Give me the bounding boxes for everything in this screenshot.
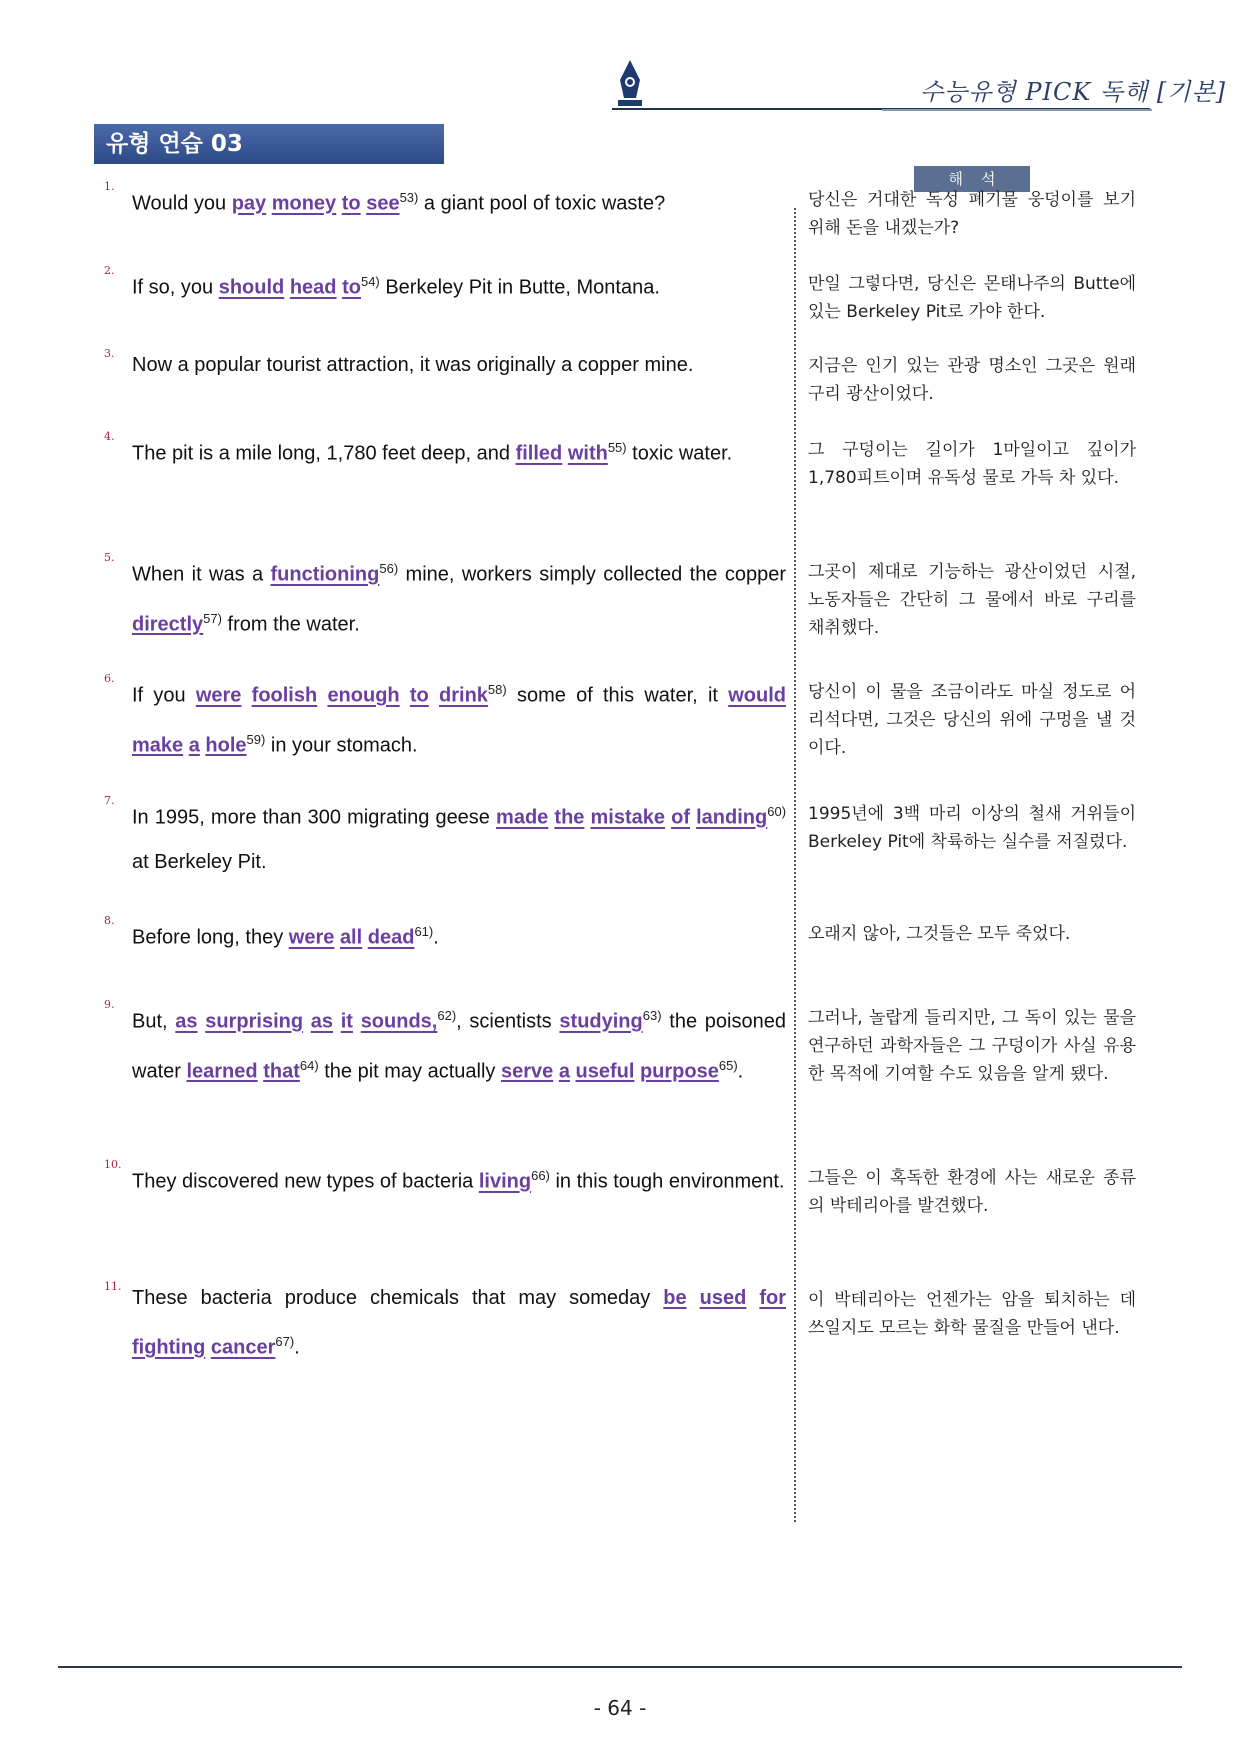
sentence-text: at Berkeley Pit. — [132, 850, 267, 873]
answer-word: pay — [231, 192, 267, 215]
sentence-text: the pit may actually — [318, 1060, 501, 1083]
item-number: 11. — [104, 1280, 122, 1293]
answer-word: living — [478, 1170, 532, 1193]
answer-word: to — [409, 684, 429, 707]
sentence-text: . — [294, 1336, 300, 1359]
sentence-text: a giant pool of toxic waste? — [418, 192, 666, 215]
answer-word: all — [339, 926, 363, 949]
english-sentence — [132, 994, 786, 1093]
answer-word: learned — [186, 1060, 258, 1083]
english-sentence — [132, 260, 786, 310]
answer-word: drink — [439, 684, 488, 707]
answer-word: mistake — [590, 806, 666, 829]
answer-word: hole — [205, 734, 247, 757]
item-number: 6. — [104, 672, 115, 685]
page-number: - 64 - — [593, 1696, 647, 1720]
blank-number: 63) — [642, 1008, 662, 1023]
sentence-text — [333, 1011, 341, 1033]
item-number: 9. — [104, 998, 115, 1011]
english-sentence — [132, 1276, 786, 1370]
answer-word: as — [310, 1010, 334, 1033]
answer-word: make — [132, 734, 184, 757]
blank-number: 64) — [299, 1057, 319, 1073]
english-sentence — [132, 426, 786, 476]
item-number: 2. — [104, 264, 115, 277]
answer-word: for — [759, 1287, 787, 1309]
answer-word: were — [288, 926, 335, 949]
sentence-text: in your stomach. — [265, 734, 418, 757]
sentence-text — [241, 685, 251, 707]
book-title: 수능유형 PICK 독해 [기본] — [920, 78, 1227, 106]
korean-translation: 그들은 이 혹독한 환경에 사는 새로운 종류의 박테리아를 발견했다. — [808, 1168, 1136, 1216]
answer-word: as — [175, 1010, 198, 1033]
sentence-text: Berkeley Pit in Butte, Montana. — [379, 276, 660, 299]
answer-word: dead — [367, 926, 415, 949]
footer-rule — [58, 1666, 1182, 1668]
answer-word: should — [218, 276, 285, 299]
sentence-text: The pit is a mile long, 1,780 feet deep, and — [132, 442, 516, 465]
answer-word: to — [342, 276, 361, 299]
sentence-text — [317, 685, 327, 707]
answer-word: the — [554, 806, 585, 829]
english-sentence — [132, 1154, 786, 1204]
korean-translation: 오래지 않아, 그것들은 모두 죽었다. — [808, 924, 1071, 944]
blank-number: 53) — [399, 190, 419, 205]
answer-word: to — [341, 192, 361, 215]
answer-word: landing — [696, 806, 768, 829]
sentence-text: , scientists — [456, 1010, 560, 1033]
blank-number: 61) — [414, 924, 434, 939]
pen-nib-logo-icon — [612, 58, 648, 110]
english-sentence — [132, 668, 786, 767]
blank-number: 65) — [718, 1057, 738, 1073]
blank-number: 58) — [487, 682, 507, 697]
answer-word: a — [188, 734, 200, 757]
header-rule-accent — [882, 109, 1152, 111]
blank-number: 56) — [379, 561, 399, 576]
answer-word: surprising — [205, 1010, 304, 1033]
item-number: 7. — [104, 794, 115, 807]
answer-word: be — [663, 1287, 687, 1309]
answer-word: enough — [327, 684, 400, 707]
sentence-text: If you — [132, 684, 196, 707]
sentence-text: some of this water, it — [506, 684, 729, 707]
korean-translation: 만일 그렇다면, 당신은 몬태나주의 Butte에 있는 Berkeley Pit로 가야 한다. — [808, 274, 1136, 322]
sentence-text: . — [737, 1060, 744, 1083]
english-sentence — [132, 910, 786, 960]
answer-word: sounds, — [360, 1010, 438, 1033]
english-sentence — [132, 790, 786, 884]
sentence-text — [353, 1011, 361, 1033]
answer-word: used — [699, 1287, 747, 1309]
item-number: 10. — [104, 1158, 122, 1171]
sentence-text — [429, 685, 439, 707]
korean-translation: 그 구덩이는 길이가 1마일이고 깊이가 1,780피트이며 유독성 물로 가득 차 있다. — [808, 440, 1136, 488]
answer-word: foolish — [251, 684, 318, 707]
sentence-text: They discovered new types of bacteria — [132, 1170, 479, 1193]
sentence-text: If so, you — [132, 276, 219, 299]
sentence-text — [400, 685, 410, 707]
blank-number: 59) — [246, 731, 266, 747]
blank-number: 67) — [275, 1334, 295, 1349]
korean-translation: 당신이 이 물을 조금이라도 마실 정도로 어리석다면, 그것은 당신의 위에 구멍을 낼 것이다. — [808, 682, 1136, 758]
column-divider — [794, 208, 796, 1522]
answer-word: cancer — [210, 1336, 276, 1359]
sentence-text — [303, 1011, 311, 1033]
korean-translation: 지금은 인기 있는 관광 명소인 그곳은 원래 구리 광산이었다. — [808, 356, 1136, 404]
item-number: 1. — [104, 180, 115, 193]
answer-word: see — [366, 192, 400, 215]
answer-word: head — [289, 276, 337, 299]
answer-word: a — [558, 1060, 570, 1083]
answer-word: functioning — [270, 563, 380, 586]
sentence-text: mine, workers simply collected the copper — [398, 563, 786, 586]
answer-word: serve — [500, 1060, 554, 1083]
answer-word: of — [671, 806, 691, 829]
answer-word: directly — [132, 613, 204, 636]
blank-number: 54) — [360, 274, 380, 289]
answer-word: with — [567, 442, 608, 465]
sentence-text: toxic water. — [626, 442, 733, 465]
sentence-text: But, — [132, 1010, 176, 1033]
english-sentence — [132, 176, 786, 226]
section-title: 유형 연습 03 — [94, 124, 444, 164]
english-sentence — [132, 547, 786, 646]
sentence-text: These bacteria produce chemicals that may someday — [132, 1287, 664, 1309]
korean-translation: 당신은 거대한 독성 폐기물 웅덩이를 보기 위해 돈을 내겠는가? — [808, 190, 1136, 238]
item-number: 5. — [104, 551, 115, 564]
sentence-text: When it was a — [132, 563, 271, 586]
korean-translation: 그러나, 놀랍게 들리지만, 그 독이 있는 물을 연구하던 과학자들은 그 구덩이가 사실 유용한 목적에 기여할 수도 있음을 알게 됐다. — [808, 1008, 1136, 1084]
translation-column-label: 해석 — [914, 166, 1030, 192]
sentence-text: Now a popular tourist attraction, it was originally a copper mine. — [132, 354, 694, 376]
answer-word: useful — [575, 1060, 635, 1083]
answer-word: that — [263, 1060, 300, 1083]
sentence-text: In 1995, more than 300 migrating geese — [132, 806, 497, 829]
blank-number: 57) — [203, 610, 222, 626]
blank-number: 55) — [607, 440, 627, 455]
item-number: 8. — [104, 914, 115, 927]
answer-word: purpose — [639, 1060, 719, 1083]
sentence-text: from the water. — [221, 613, 360, 636]
answer-word: filled — [515, 442, 563, 465]
sentence-text: Would you — [132, 192, 232, 215]
sentence-text: . — [433, 926, 439, 949]
item-number: 4. — [104, 430, 115, 443]
sentence-text: Before long, they — [132, 926, 289, 949]
korean-translation: 1995년에 3백 마리 이상의 철새 거위들이 Berkeley Pit에 착륙하는 실수를 저질렀다. — [808, 804, 1136, 852]
item-number: 3. — [104, 347, 115, 360]
sentence-text: the poisoned water — [132, 1010, 786, 1083]
sentence-text — [746, 1287, 759, 1309]
blank-number: 60) — [767, 804, 787, 819]
sentence-text: in this tough environment. — [549, 1170, 785, 1193]
answer-word: were — [195, 684, 242, 707]
korean-translation: 그곳이 제대로 기능하는 광산이었던 시절, 노동자들은 간단히 그 물에서 바로 구리를 채취했다. — [808, 562, 1136, 638]
answer-word: studying — [559, 1010, 643, 1033]
korean-translation: 이 박테리아는 언젠가는 암을 퇴치하는 데 쓰일지도 모르는 화학 물질을 만들어 낸다. — [808, 1290, 1136, 1338]
answer-word: it — [340, 1010, 353, 1033]
answer-word: money — [271, 192, 337, 215]
answer-word: fighting — [132, 1336, 206, 1359]
english-sentence — [132, 343, 786, 387]
blank-number: 66) — [531, 1168, 550, 1183]
answer-word: would — [728, 684, 786, 707]
sentence-text — [687, 1287, 700, 1309]
answer-word: made — [496, 806, 549, 829]
blank-number: 62) — [437, 1008, 457, 1023]
